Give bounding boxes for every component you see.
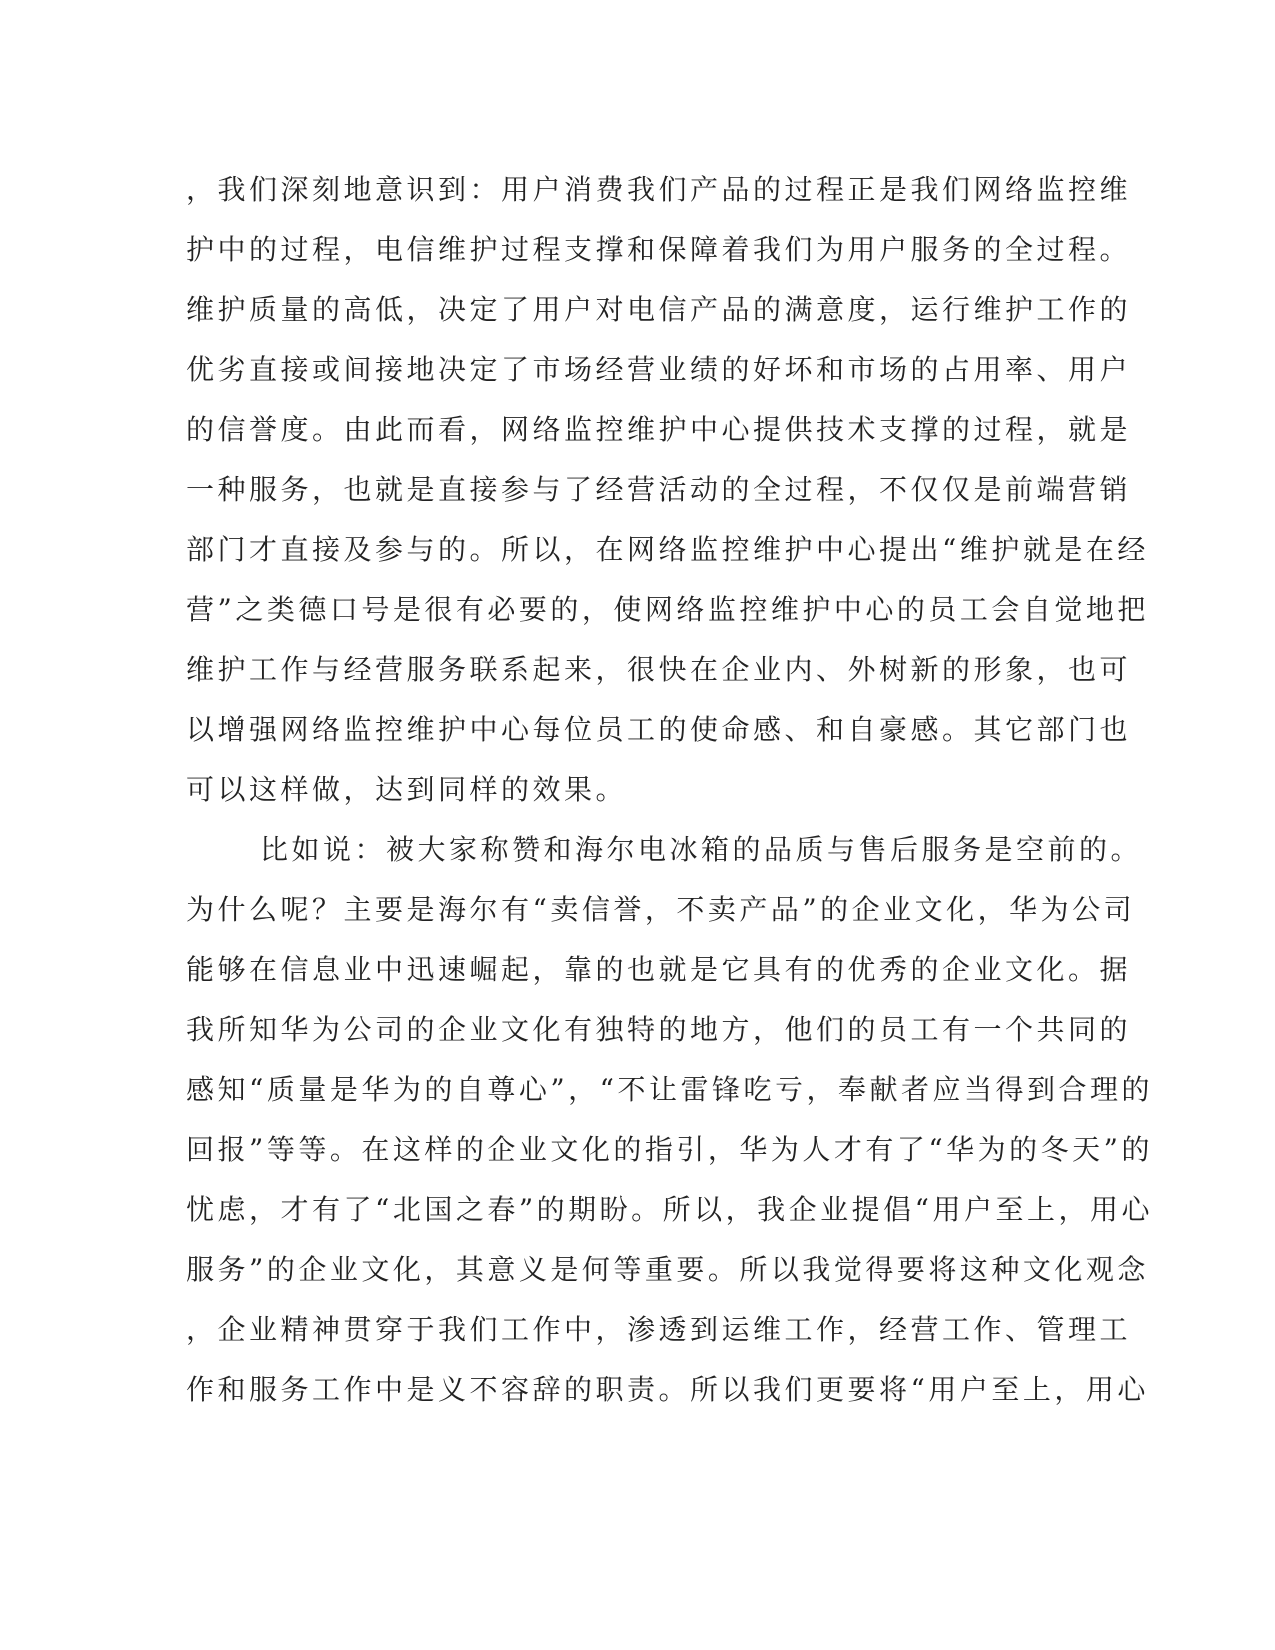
text-line: 的信誉度。由此而看，网络监控维护中心提供技术支撑的过程，就是 xyxy=(186,413,1132,446)
text-line: 护中的过程，电信维护过程支撑和保障着我们为用户服务的全过程。 xyxy=(186,233,1132,266)
document-body xyxy=(186,160,1153,1420)
paragraph-2 xyxy=(186,820,1153,1420)
text-line: 能够在信息业中迅速崛起，靠的也就是它具有的优秀的企业文化。据 xyxy=(186,953,1132,986)
paragraph-1 xyxy=(186,160,1149,820)
text-line: ，企业精神贯穿于我们工作中，渗透到运维工作，经营工作、管理工 xyxy=(186,1313,1132,1346)
text-line: 作和服务工作中是义不容辞的职责。所以我们更要将“用户至上，用心 xyxy=(186,1373,1149,1406)
text-line: 部门才直接及参与的。所以，在网络监控维护中心提出“维护就是在经 xyxy=(186,533,1149,566)
text-line: 忧虑，才有了“北国之春”的期盼。所以，我企业提倡“用户至上，用心 xyxy=(186,1193,1153,1226)
text-line: 可以这样做，达到同样的效果。 xyxy=(186,773,628,806)
text-line: 营”之类德口号是很有必要的，使网络监控维护中心的员工会自觉地把 xyxy=(186,593,1149,626)
text-line: 比如说：被大家称赞和海尔电冰箱的品质与售后服务是空前的。 xyxy=(260,833,1143,866)
text-line: 维护质量的高低，决定了用户对电信产品的满意度，运行维护工作的 xyxy=(186,293,1132,326)
text-line: 我所知华为公司的企业文化有独特的地方，他们的员工有一个共同的 xyxy=(186,1013,1132,1046)
text-line: 回报”等等。在这样的企业文化的指引，华为人才有了“华为的冬天”的 xyxy=(186,1133,1153,1166)
text-line: ，我们深刻地意识到：用户消费我们产品的过程正是我们网络监控维 xyxy=(186,173,1132,206)
text-line: 一种服务，也就是直接参与了经营活动的全过程，不仅仅是前端营销 xyxy=(186,473,1132,506)
text-line: 维护工作与经营服务联系起来，很快在企业内、外树新的形象，也可 xyxy=(186,653,1132,686)
text-line: 优劣直接或间接地决定了市场经营业绩的好坏和市场的占用率、用户 xyxy=(186,353,1132,386)
text-line: 感知“质量是华为的自尊心”，“不让雷锋吃亏，奉献者应当得到合理的 xyxy=(186,1073,1153,1106)
text-line: 为什么呢？主要是海尔有“卖信誉，不卖产品”的企业文化，华为公司 xyxy=(186,893,1136,926)
text-line: 以增强网络监控维护中心每位员工的使命感、和自豪感。其它部门也 xyxy=(186,713,1132,746)
text-line: 服务”的企业文化，其意义是何等重要。所以我觉得要将这种文化观念 xyxy=(186,1253,1149,1286)
